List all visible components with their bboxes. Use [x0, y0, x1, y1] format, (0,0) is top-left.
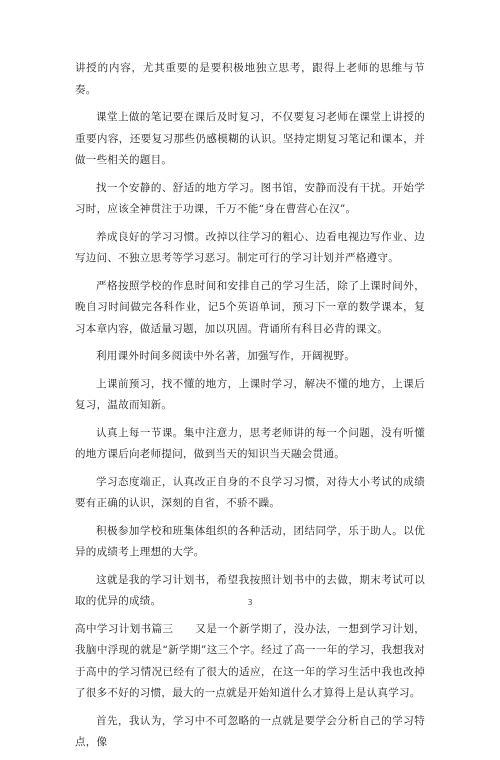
paragraph: 养成良好的学习习惯。改掉以往学习的粗心、边看电视边写作业、边写边问、不独立思考等学习恶习。制定可行的学习计划并严格遵守。 — [75, 230, 425, 264]
paragraph: 首先，我认为，学习中不可忽略的一点就是要学会分析自己的学习特点，像 — [75, 714, 425, 748]
paragraph: 利用课外时间多阅读中外名著，加强写作，开阔视野。 — [96, 350, 356, 362]
paragraph: 讲授的内容，尤其重要的是要积极地独立思考，跟得上老师的思维与节奏。 — [75, 62, 425, 96]
document-body — [75, 58, 425, 760]
paragraph: 严格按照学校的作息时间和安排自己的学习生活，除了上课时间外，晚自习时间做完各科作业，记5个英语单词，预习下一章的数学课本，复习本章内容，做适量习题，加以巩固。背诵所有科目必背的课文。 — [75, 279, 425, 335]
paragraph: 积极参加学校和班集体组织的各种活动，团结同学，乐于助人。以优异的成绩考上理想的大学。 — [75, 524, 425, 558]
paragraph: 认真上每一节课。集中注意力，思考老师讲的每一个问题，没有听懂的地方课后向老师提问，做到当天的知识当天融会贯通。 — [75, 426, 425, 460]
paragraph: 这就是我的学习计划书，希望我按照计划书中的去做，期末考试可以取的优异的成绩。 — [75, 573, 425, 607]
paragraph: 上课前预习，找不懂的地方，上课时学习，解决不懂的地方，上课后复习，温故而知新。 — [75, 377, 425, 411]
section-heading-paragraph: 高中学习计划书篇三 又是一个新学期了，没办法，一想到学习计划，我脑中浮现的就是“新学期”这三个字。经过了高一一年的学习，我想我对于高中的学习情况已经有了很大的适应，在这一年的学习生活中我也改掉了很多不好的习惯，最大的一点就是开始知道什么才算得上是认真学习。 — [75, 622, 425, 699]
paragraph: 学习态度端正，认真改正自身的不良学习习惯，对待大小考试的成绩要有正确的认识，深刻的自省，不骄不躁。 — [75, 475, 425, 509]
paragraph: 课堂上做的笔记要在课后及时复习，不仅要复习老师在课堂上讲授的重要内容，还要复习那些仍感模糊的认识。坚持定期复习笔记和课本，并做一些相关的题目。 — [75, 111, 425, 166]
paragraph: 找一个安静的、舒适的地方学习。图书馆，安静而没有干扰。开始学习时，应该全神贯注于功课，千万不能“身在曹营心在汉”。 — [75, 181, 425, 215]
page-number: 3 — [247, 598, 253, 607]
